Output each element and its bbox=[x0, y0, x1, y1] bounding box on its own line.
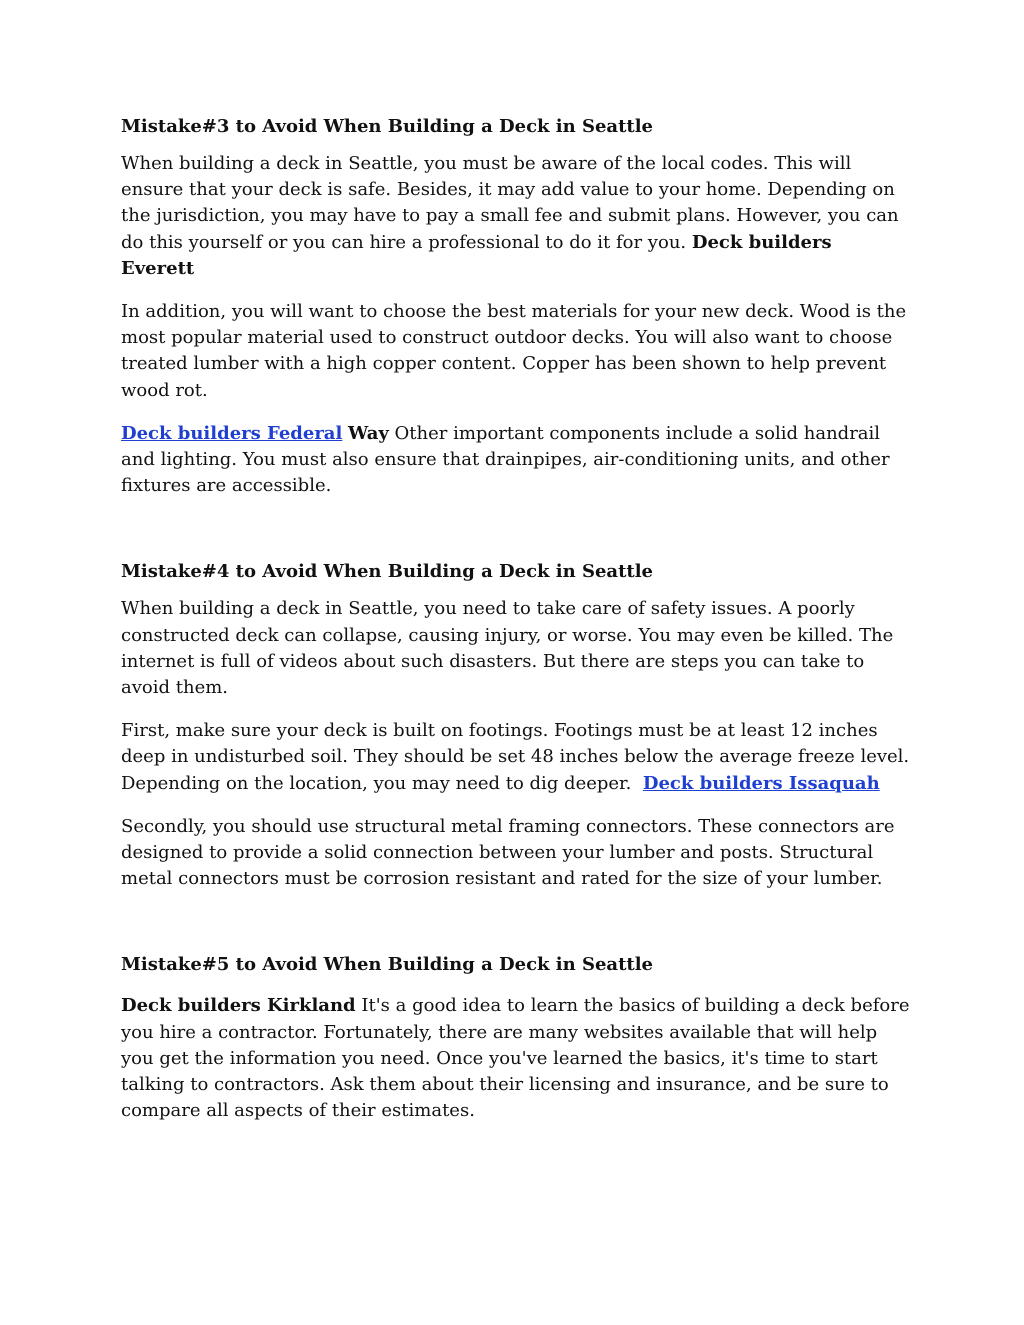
paragraph-text: When building a deck in Seattle, you must be aware of the local codes. This will ensure that your deck is safe. Besides, it may add value to your home. Depending on the jurisdiction, you may have to pay a small fee and submit plans. However, you can do this yourself or you can hire a professional to do it for you. bbox=[121, 153, 899, 253]
paragraph: In addition, you will want to choose the best materials for your new deck. Wood is the most popular material used to construct outdoor decks. You will also want to choose treated lumber with a high copper content. Copper has been shown to help prevent wood rot. bbox=[121, 301, 907, 401]
section-mistake-4 bbox=[121, 559, 915, 892]
keyword-bold: Way bbox=[348, 422, 389, 444]
paragraph bbox=[121, 151, 911, 282]
paragraph: Secondly, you should use structural metal framing connectors. These connectors are designed to provide a solid connection between your lumber and posts. Structural metal connectors must be corrosion resistant and rated for the size of your lumber. bbox=[121, 815, 895, 890]
section-spacer bbox=[121, 909, 911, 952]
section-heading: Mistake#3 to Avoid When Building a Deck in Seattle bbox=[121, 116, 654, 137]
deck-builders-issaquah-link[interactable]: Deck builders Issaquah bbox=[642, 772, 880, 794]
paragraph bbox=[121, 993, 911, 1124]
paragraph-text: It's a good idea to learn the basics of building a deck before you hire a contractor. Fortunately, there are many websites available that will help you get the information you need. Once you've learned the basics, it's time to start talking to contractors. Ask them about their licensing and insurance, and be sure to compare all aspects of their estimates. bbox=[121, 995, 910, 1122]
paragraph bbox=[121, 421, 911, 500]
paragraph: When building a deck in Seattle, you need to take care of safety issues. A poorly constructed deck can collapse, causing injury, or worse. You may even be killed. The internet is full of videos about such disasters. But there are steps you can take to avoid them. bbox=[121, 598, 894, 699]
keyword-bold: Deck builders Everett bbox=[121, 231, 832, 279]
section-heading: Mistake#4 to Avoid When Building a Deck in Seattle bbox=[121, 561, 654, 583]
keyword-bold: Deck builders Kirkland bbox=[121, 995, 356, 1017]
paragraph-text: Other important components include a solid handrail and lighting. You must also ensure that drainpipes, air-conditioning units, and other fixtures are accessible. bbox=[121, 422, 890, 497]
document-page bbox=[121, 114, 915, 1141]
deck-builders-federal-link[interactable]: Deck builders Federal bbox=[121, 422, 343, 444]
section-mistake-3 bbox=[121, 114, 911, 499]
section-mistake-5 bbox=[121, 952, 911, 1124]
paragraph bbox=[121, 718, 915, 797]
paragraph-text: First, make sure your deck is built on footings. Footings must be at least 12 inches deep in undisturbed soil. They should be set 48 inches below the average freeze level. Depending on the location, you may need to dig deeper. bbox=[121, 720, 915, 794]
section-heading: Mistake#5 to Avoid When Building a Deck in Seattle bbox=[121, 954, 654, 976]
section-spacer bbox=[121, 516, 911, 559]
